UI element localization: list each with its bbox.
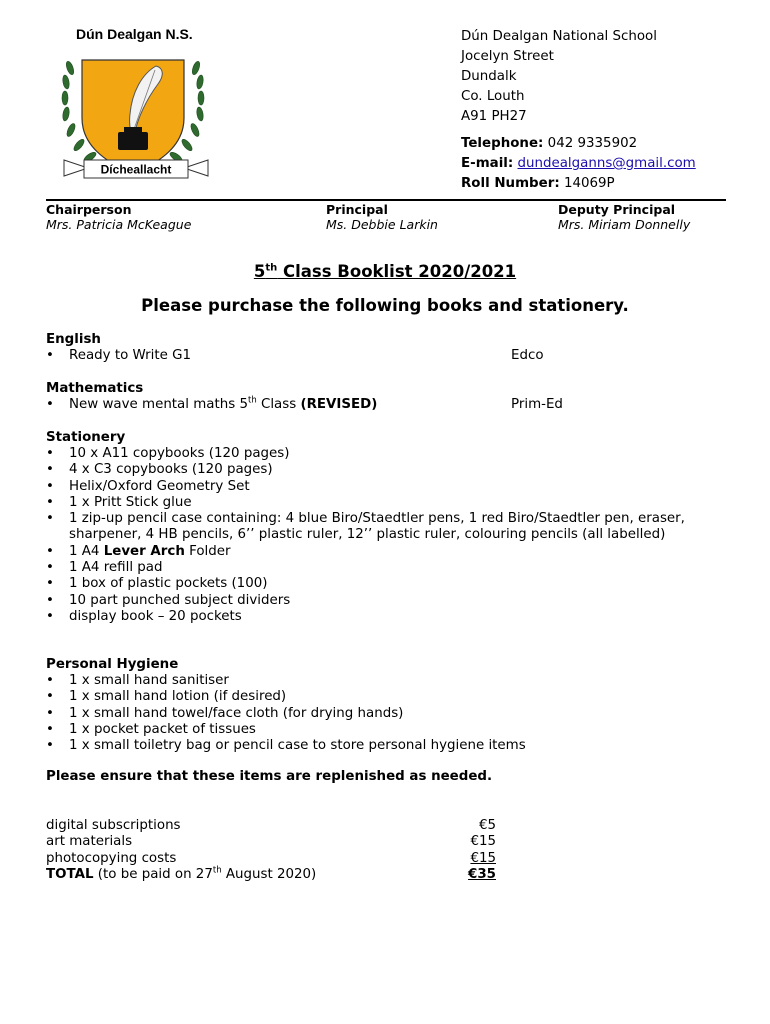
total-label xyxy=(46,867,316,883)
roll-number-value: 14069P xyxy=(563,176,615,191)
roll-number-label: Roll Number: xyxy=(461,176,560,191)
booklist-title xyxy=(0,262,770,281)
book-title: New wave mental maths 5 xyxy=(69,397,248,412)
staff-title: Chairperson xyxy=(46,202,132,217)
cost-row xyxy=(46,834,496,850)
total-date-text: (to be paid on 27 xyxy=(93,866,213,882)
booklist-subtitle: Please purchase the following books and stationery. xyxy=(141,296,629,315)
book-title-suffix: Class xyxy=(256,397,301,412)
cost-row xyxy=(46,818,496,834)
email-row xyxy=(461,154,696,174)
address-line: Jocelyn Street xyxy=(461,49,554,64)
school-short-name: Dún Dealgan N.S. xyxy=(76,26,193,42)
staff-name: Ms. Debbie Larkin xyxy=(326,217,438,232)
section-heading: Stationery xyxy=(46,430,126,445)
cost-amount: €15 xyxy=(470,850,496,866)
cost-label: digital subscriptions xyxy=(46,818,181,833)
folder-type: Lever Arch xyxy=(103,543,185,559)
email-label: E-mail: xyxy=(461,156,514,171)
list-item: • 1 x pocket packet of tissues xyxy=(46,722,726,738)
list-item: • Helix/Oxford Geometry Set xyxy=(46,479,706,495)
cost-amount: €5 xyxy=(478,818,496,833)
staff-name: Mrs. Patricia McKeague xyxy=(46,217,192,232)
deputy-principal-block xyxy=(558,202,690,232)
list-item: • 1 box of plastic pockets (100) xyxy=(46,576,706,592)
telephone-row xyxy=(461,134,696,154)
book-title: Ready to Write G1 xyxy=(69,348,192,363)
list-item xyxy=(46,348,726,364)
english-section xyxy=(46,331,726,364)
chairperson-block xyxy=(46,202,191,232)
publisher: Edco xyxy=(511,348,544,363)
list-item: • 10 part punched subject dividers xyxy=(46,593,706,609)
staff-name: Mrs. Miriam Donnelly xyxy=(558,217,691,232)
total-ordinal: th xyxy=(212,865,222,876)
address-line: Dún Dealgan National School xyxy=(461,29,657,44)
list-item: • 1 x small hand towel/face cloth (for drying hands) xyxy=(46,706,726,722)
title-text: Class Booklist 2020/2021 xyxy=(277,262,517,281)
list-item: • 1 A4 refill pad xyxy=(46,560,706,576)
total-row xyxy=(46,867,496,883)
section-heading: English xyxy=(46,332,101,347)
costs-table xyxy=(46,818,496,883)
stationery-section xyxy=(46,429,706,625)
personal-hygiene-section xyxy=(46,656,726,754)
school-address xyxy=(461,27,657,127)
cost-label: photocopying costs xyxy=(46,850,177,866)
mathematics-section xyxy=(46,380,726,413)
telephone-label: Telephone: xyxy=(461,136,544,151)
list-item: • 1 zip-up pencil case containing: 4 blue Biro/Staedtler pens, 1 red Biro/Staedtler pen, eraser, sharpener, 4 HB pencils, 6’’ plastic ruler, 12’’ plastic ruler, colouring pencils (all labelled) xyxy=(46,511,706,544)
cost-row xyxy=(46,851,496,867)
address-line: Dundalk xyxy=(461,69,517,84)
list-item xyxy=(46,397,726,413)
title-class-number: 5 xyxy=(253,262,266,281)
roll-number-row xyxy=(461,174,696,194)
list-item: • 1 x small toiletry bag or pencil case to store personal hygiene items xyxy=(46,738,726,754)
folder-text: 1 A4 xyxy=(69,543,104,559)
list-item xyxy=(46,544,706,560)
folder-text-end: Folder xyxy=(184,543,231,559)
address-line: Co. Louth xyxy=(461,89,525,104)
email-link[interactable]: dundealganns@gmail.com xyxy=(517,156,696,171)
header-divider xyxy=(46,199,726,201)
publisher: Prim-Ed xyxy=(511,397,563,412)
list-item: • 1 x small hand sanitiser xyxy=(46,673,726,689)
contact-block xyxy=(461,134,696,194)
total-amount: €35 xyxy=(468,866,496,882)
list-item: • display book – 20 pockets xyxy=(46,609,706,625)
section-heading: Mathematics xyxy=(46,381,144,396)
cost-amount: €15 xyxy=(470,834,496,850)
school-crest-logo xyxy=(60,48,212,196)
cost-label: art materials xyxy=(46,834,133,850)
list-item: • 4 x C3 copybooks (120 pages) xyxy=(46,462,706,478)
revised-tag: (REVISED) xyxy=(300,397,378,412)
replenish-note: Please ensure that these items are replenished as needed. xyxy=(46,769,493,784)
address-line: A91 PH27 xyxy=(461,109,527,124)
list-item: • 1 x small hand lotion (if desired) xyxy=(46,689,726,705)
total-date-end: August 2020) xyxy=(221,866,317,882)
staff-title: Deputy Principal xyxy=(558,202,676,217)
title-ordinal: th xyxy=(265,262,278,274)
ordinal: th xyxy=(247,395,257,406)
staff-title: Principal xyxy=(326,202,388,217)
section-heading: Personal Hygiene xyxy=(46,657,179,672)
motto-text: Dícheallacht xyxy=(100,162,172,177)
list-item: • 1 x Pritt Stick glue xyxy=(46,495,706,511)
total-label-bold: TOTAL xyxy=(46,866,94,882)
list-item: • 10 x A11 copybooks (120 pages) xyxy=(46,446,706,462)
principal-block xyxy=(326,202,438,232)
telephone-value: 042 9335902 xyxy=(547,136,638,151)
